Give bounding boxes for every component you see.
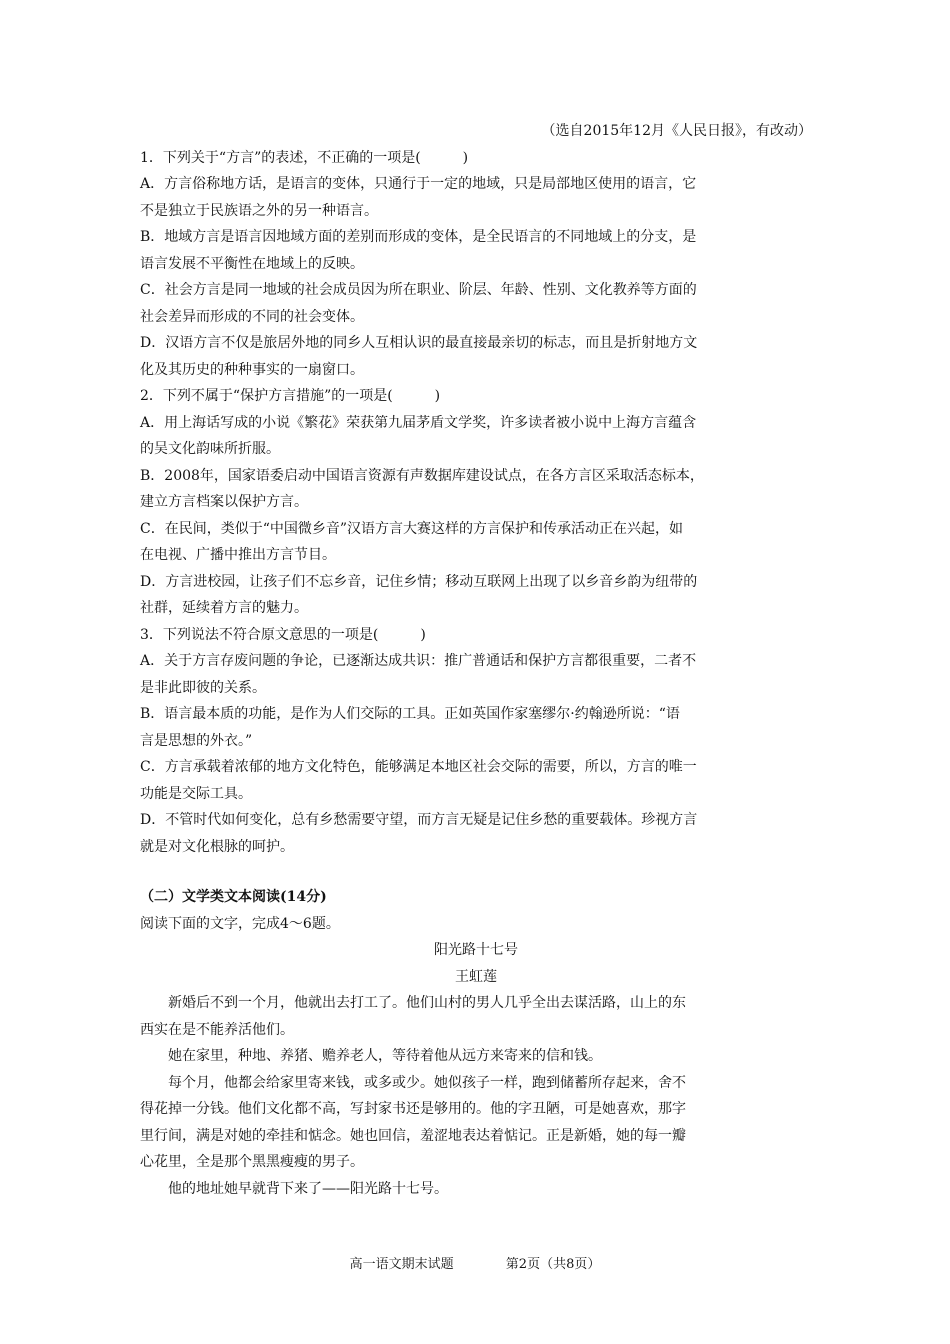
option-b-line-2: 言是思想的外衣。” <box>140 732 253 749</box>
option-d-line-2: 化及其历史的种种事实的一扇窗口。 <box>140 361 364 378</box>
story-author: 王虹莲 <box>455 968 497 985</box>
story-line: 里行间，满是对她的牵挂和惦念。她也回信，羞涩地表达着惦记。正是新婚，她的每一瓣 <box>140 1127 686 1144</box>
option-c-line-1: C．方言承载着浓郁的地方文化特色，能够满足本地区社会交际的需要，所以，方言的唯一 <box>140 759 697 775</box>
story-line: 他的地址她早就背下来了——阳光路十七号。 <box>168 1180 448 1197</box>
question-2 <box>140 383 812 622</box>
story-line: 每个月，他都会给家里寄来钱，或多或少。她似孩子一样，跑到储蓄所存起来，舍不 <box>168 1074 686 1091</box>
story-paragraph-2 <box>140 1043 812 1070</box>
option-c-line-2: 社会差异而形成的不同的社会变体。 <box>140 308 364 325</box>
section-instruction: 阅读下面的文字，完成4～6题。 <box>140 915 340 932</box>
option-b-line-1: B．2008年，国家语委启动中国语言资源有声数据库建设试点，在各方言区采取活态标本， <box>140 467 704 484</box>
story-paragraph-4 <box>140 1176 812 1203</box>
option-d-line-1: D．汉语方言不仅是旅居外地的同乡人互相认识的最直接最亲切的标志，而且是折射地方文 <box>140 335 698 351</box>
exam-title: 高一语文期末试题 <box>349 1257 454 1272</box>
option-c-line-2: 在电视、广播中推出方言节目。 <box>140 547 336 563</box>
option-c-line-1: C．社会方言是同一地域的社会成员因为所在职业、阶层、年龄、性别、文化教养等方面的 <box>140 282 697 298</box>
option-c-line-2: 功能是交际工具。 <box>140 785 252 802</box>
source-note: （选自2015年12月《人民日报》，有改动） <box>541 123 812 139</box>
story-paragraph-3 <box>140 1070 812 1176</box>
option-a-line-2: 是非此即彼的关系。 <box>140 679 266 696</box>
question-stem: 3．下列说法不符合原文意思的一项是( ) <box>140 626 426 643</box>
option-a-line-1: A．用上海话写成的小说《繁花》荣获第九届茅盾文学奖，许多读者被小说中上海方言蕴含 <box>140 414 697 431</box>
option-d-line-2: 社群，延续着方言的魅力。 <box>140 600 308 616</box>
option-b-line-2: 建立方言档案以保护方言。 <box>140 494 308 510</box>
option-b-line-2: 语言发展不平衡性在地域上的反映。 <box>140 255 364 272</box>
option-b-line-1: B．地域方言是语言因地域方面的差别而形成的变体，是全民语言的不同地域上的分支，是 <box>140 229 697 245</box>
story-line: 新婚后不到一个月，他就出去打工了。他们山村的男人几乎全出去谋活路，山上的东 <box>168 995 686 1011</box>
option-a-line-2: 不是独立于民族语之外的另一种语言。 <box>140 202 378 219</box>
story-line: 心花里，全是那个黑黑瘦瘦的男子。 <box>140 1154 364 1170</box>
question-1 <box>140 145 812 384</box>
page-content <box>140 118 812 1202</box>
option-b-line-1: B．语言最本质的功能，是作为人们交际的工具。正如英国作家塞缪尔·约翰逊所说：“语 <box>140 706 680 722</box>
option-d-line-2: 就是对文化根脉的呵护。 <box>140 838 294 855</box>
option-d-line-1: D．不管时代如何变化，总有乡愁需要守望，而方言无疑是记住乡愁的重要载体。珍视方言 <box>140 812 698 828</box>
page-footer <box>0 1253 950 1272</box>
option-a-line-1: A．关于方言存废问题的争论，已逐渐达成共识：推广普通话和保护方言都很重要，二者不 <box>140 653 697 669</box>
page-number: 第2页（共8页） <box>505 1257 601 1272</box>
story-paragraph-1 <box>140 990 812 1043</box>
question-3 <box>140 622 812 861</box>
story-line: 西实在是不能养活他们。 <box>140 1021 294 1038</box>
option-c-line-1: C．在民间，类似于“中国微乡音”汉语方言大赛这样的方言保护和传承活动正在兴起，如 <box>140 520 684 537</box>
story-title: 阳光路十七号 <box>434 942 518 958</box>
question-stem: 2．下列不属于“保护方言措施”的一项是( ) <box>140 388 441 404</box>
section-literary-reading <box>140 884 812 1202</box>
story-line: 她在家里，种地、养猪、赡养老人，等待着他从远方来寄来的信和钱。 <box>168 1048 602 1064</box>
option-d-line-1: D．方言进校园，让孩子们不忘乡音，记住乡情；移动互联网上出现了以乡音乡韵为纽带的 <box>140 573 698 590</box>
option-a-line-2: 的吴文化韵味所折服。 <box>140 441 280 457</box>
option-a-line-1: A．方言俗称地方话，是语言的变体，只通行于一定的地域，只是局部地区使用的语言，它 <box>140 176 697 192</box>
section-heading: （二）文学类文本阅读(14分) <box>140 889 327 905</box>
story-line: 得花掉一分钱。他们文化都不高，写封家书还是够用的。他的字丑陋，可是她喜欢，那字 <box>140 1101 686 1117</box>
question-stem: 1．下列关于“方言”的表述，不正确的一项是( ) <box>140 149 469 166</box>
